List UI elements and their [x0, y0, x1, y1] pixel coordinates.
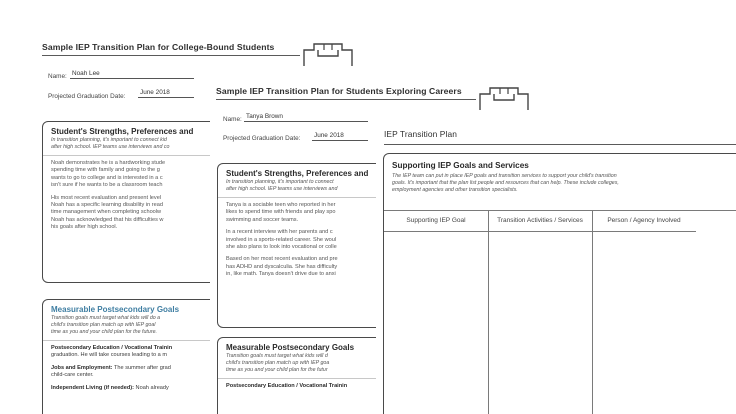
card-subtext: time as you and your child plan for the futur: [226, 367, 328, 373]
text-line: Noah has a specific learning disability in read: [51, 202, 163, 209]
card-heading: Student's Strengths, Preferences and: [226, 169, 369, 178]
text-line: His most recent evaluation and present level: [51, 194, 162, 201]
card-heading: Measurable Postsecondary Goals: [226, 343, 355, 352]
text-line: Noah has acknowledged that his difficulties w: [51, 216, 164, 223]
goal-item: [51, 385, 236, 392]
card-subtext: child's transition plan match up with IEP goal: [51, 322, 156, 328]
column-header: Supporting IEP Goal: [384, 211, 488, 232]
name-value: Tanya Brown: [244, 113, 368, 122]
paragraph: [51, 195, 236, 232]
column-header: Person / Agency Involved: [592, 211, 696, 232]
text-line: In a recent interview with her parents and c: [226, 229, 333, 236]
name-value: Noah Lee: [70, 70, 194, 79]
goal-label: Postsecondary Education / Vocational Trainin: [226, 383, 348, 389]
text-line: likes to spend time with friends and play spo: [226, 209, 336, 216]
card-subtext: In transition planning, it's important to connect: [226, 179, 334, 185]
card-subtext: employment agencies and other transition specialists.: [392, 187, 518, 193]
text-line: involved in a sports-related career. She woul: [226, 236, 337, 243]
goal-label: Postsecondary Education / Vocational Trainin: [51, 345, 173, 351]
card-subtext: after high school. IEP teams use interviews and: [226, 186, 338, 192]
supporting-goals-card: [383, 153, 736, 414]
column-divider: [592, 211, 593, 414]
title-rule: [384, 144, 736, 145]
goal-item: [51, 365, 236, 380]
text-line: Based on her most recent evaluation and pre: [226, 256, 338, 263]
text-line: Noah already: [135, 384, 169, 391]
text-line: isn't sure if he wants to be a classroom teach: [51, 182, 163, 189]
card-subtext: Transition goals must target what kids will do a: [51, 315, 161, 321]
title-rule: [42, 55, 300, 56]
paragraph: [51, 160, 236, 190]
text-line: The summer after grad: [114, 364, 171, 371]
text-line: in, like math. Tanya doesn't drive due to anxi: [226, 271, 336, 278]
name-label: Name:: [223, 116, 242, 123]
goal-label: Jobs and Employment:: [51, 364, 113, 371]
card-heading: Supporting IEP Goals and Services: [392, 161, 529, 170]
folder-logo-icon: [478, 86, 530, 112]
folder-logo-icon: [302, 42, 354, 68]
card-subtext: child's transition plan match up with IEP goa: [226, 360, 330, 366]
name-label: Name:: [48, 73, 67, 80]
grad-value: June 2018: [312, 132, 368, 141]
text-line: spending time with family and going to the g: [51, 167, 160, 174]
sheet-iep-transition-plan: [376, 120, 736, 414]
grad-label: Projected Graduation Date:: [223, 135, 301, 142]
card-subtext: after high school. IEP teams use interviews and co: [51, 144, 170, 150]
text-line: wants to go to college and is interested in a c: [51, 174, 163, 181]
column-divider: [488, 211, 489, 414]
card-heading: Student's Strengths, Preferences and: [51, 127, 194, 136]
text-line: Noah demonstrates he is a hardworking stude: [51, 160, 166, 166]
goal-label: Independent Living (if needed):: [51, 384, 134, 391]
sheet-title: IEP Transition Plan: [384, 129, 457, 139]
column-header: Transition Activities / Services: [488, 211, 592, 232]
card-subtext: In transition planning, it's important to connect kid: [51, 137, 167, 143]
services-table: [384, 210, 736, 414]
title-rule: [216, 99, 476, 100]
card-subtext: Transition goals must target what kids will d: [226, 353, 328, 359]
text-line: time management when completing schoolw: [51, 209, 162, 216]
card-subtext: The IEP team can put in place IEP goals and transition services to support your child's transition: [392, 173, 617, 179]
text-line: graduation. He will take courses leading to a m: [51, 352, 167, 359]
text-line: child-care center.: [51, 372, 94, 379]
card-heading: Measurable Postsecondary Goals: [51, 305, 180, 314]
grad-label: Projected Graduation Date:: [48, 93, 126, 100]
goal-item: [51, 345, 236, 360]
text-line: has ADHD and dyscalculia. She has difficulty: [226, 263, 338, 270]
text-line: swimming and soccer teams.: [226, 216, 299, 223]
text-line: she also plans to look into vocational or colle: [226, 244, 337, 251]
sheet-title: Sample IEP Transition Plan for Students Exploring Careers: [216, 86, 462, 96]
grad-value: June 2018: [138, 89, 194, 98]
text-line: his goals after high school.: [51, 224, 118, 231]
card-subtext: time as you and your child plan for the future.: [51, 329, 157, 335]
card-subtext: goals. It's important that the plan list people and resources that can help. These include colleges,: [392, 180, 619, 186]
text-line: Tanya is a sociable teen who reported in her: [226, 202, 336, 208]
sheet-title: Sample IEP Transition Plan for College-Bound Students: [42, 42, 275, 52]
